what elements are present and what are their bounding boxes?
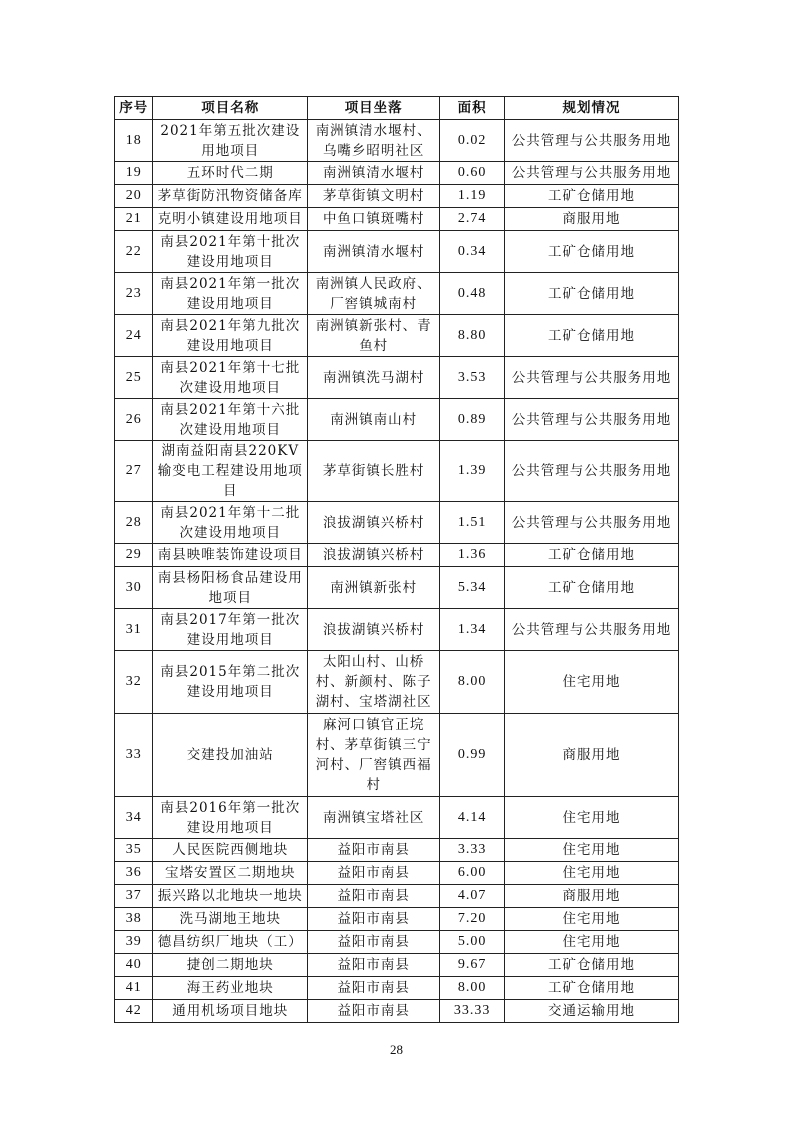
table-row [115,839,679,862]
cell-area: 8.00 [440,977,505,1000]
cell-no: 33 [115,714,153,797]
table-row [115,185,679,208]
table-row [115,502,679,544]
page-number: 28 [390,1042,403,1057]
cell-location: 益阳市南县 [308,1000,440,1023]
cell-no: 20 [115,185,153,208]
cell-location: 麻河口镇官正垸村、茅草街镇三宁河村、厂窖镇西福村 [308,714,440,797]
cell-area: 33.33 [440,1000,505,1023]
table-row [115,954,679,977]
table-row [115,714,679,797]
table-row [115,977,679,1000]
cell-area: 3.33 [440,839,505,862]
cell-name: 克明小镇建设用地项目 [153,208,308,231]
cell-area: 9.67 [440,954,505,977]
table-row [115,862,679,885]
cell-location: 南洲镇南山村 [308,399,440,441]
table-row [115,162,679,185]
cell-location: 南洲镇清水堰村 [308,162,440,185]
cell-no: 26 [115,399,153,441]
cell-plan: 商服用地 [504,885,678,908]
cell-no: 30 [115,567,153,609]
cell-no: 35 [115,839,153,862]
cell-area: 2.74 [440,208,505,231]
cell-location: 益阳市南县 [308,931,440,954]
cell-name: 茅草街防汛物资储备库 [153,185,308,208]
cell-name: 宝塔安置区二期地块 [153,862,308,885]
cell-no: 41 [115,977,153,1000]
table-row [115,357,679,399]
cell-no: 38 [115,908,153,931]
table-row [115,931,679,954]
cell-plan: 住宅用地 [504,839,678,862]
cell-area: 0.34 [440,231,505,273]
cell-plan: 工矿仓储用地 [504,231,678,273]
cell-no: 32 [115,651,153,714]
cell-area: 0.48 [440,273,505,315]
table-row [115,441,679,502]
cell-name: 洗马湖地王地块 [153,908,308,931]
cell-area: 4.07 [440,885,505,908]
cell-no: 27 [115,441,153,502]
cell-location: 南洲镇宝塔社区 [308,797,440,839]
cell-no: 39 [115,931,153,954]
cell-plan: 公共管理与公共服务用地 [504,120,678,162]
cell-name: 五环时代二期 [153,162,308,185]
cell-no: 31 [115,609,153,651]
cell-area: 1.19 [440,185,505,208]
cell-location: 南洲镇清水堰村 [308,231,440,273]
cell-plan: 商服用地 [504,208,678,231]
table-row [115,120,679,162]
cell-area: 5.34 [440,567,505,609]
cell-location: 益阳市南县 [308,839,440,862]
cell-name: 南县杨阳杨食品建设用地项目 [153,567,308,609]
header-no: 序号 [115,97,153,120]
cell-plan: 工矿仓储用地 [504,954,678,977]
cell-name: 2021年第五批次建设用地项目 [153,120,308,162]
table-row [115,651,679,714]
cell-name: 南县2021年第十七批次建设用地项目 [153,357,308,399]
cell-area: 1.51 [440,502,505,544]
table-row [115,208,679,231]
land-use-table [114,96,679,1023]
cell-location: 茅草街镇长胜村 [308,441,440,502]
cell-no: 40 [115,954,153,977]
cell-no: 29 [115,544,153,567]
cell-no: 28 [115,502,153,544]
table-row [115,609,679,651]
cell-no: 23 [115,273,153,315]
cell-plan: 公共管理与公共服务用地 [504,399,678,441]
cell-no: 37 [115,885,153,908]
cell-plan: 公共管理与公共服务用地 [504,609,678,651]
cell-area: 5.00 [440,931,505,954]
cell-plan: 公共管理与公共服务用地 [504,441,678,502]
cell-no: 24 [115,315,153,357]
cell-location: 浪拔湖镇兴桥村 [308,544,440,567]
cell-name: 南县2016年第一批次建设用地项目 [153,797,308,839]
header-plan: 规划情况 [504,97,678,120]
cell-name: 南县2021年第十批次建设用地项目 [153,231,308,273]
table-row [115,1000,679,1023]
header-location: 项目坐落 [308,97,440,120]
table-row [115,908,679,931]
cell-no: 25 [115,357,153,399]
cell-location: 中鱼口镇斑嘴村 [308,208,440,231]
cell-name: 南县2021年第十六批次建设用地项目 [153,399,308,441]
cell-plan: 公共管理与公共服务用地 [504,162,678,185]
cell-plan: 工矿仓储用地 [504,567,678,609]
cell-area: 1.36 [440,544,505,567]
header-area: 面积 [440,97,505,120]
cell-name: 通用机场项目地块 [153,1000,308,1023]
cell-no: 21 [115,208,153,231]
table-row [115,399,679,441]
cell-location: 茅草街镇文明村 [308,185,440,208]
cell-name: 人民医院西侧地块 [153,839,308,862]
cell-area: 1.39 [440,441,505,502]
cell-area: 7.20 [440,908,505,931]
cell-location: 南洲镇新张村 [308,567,440,609]
cell-name: 交建投加油站 [153,714,308,797]
cell-location: 益阳市南县 [308,954,440,977]
cell-no: 42 [115,1000,153,1023]
table-body [115,120,679,1023]
cell-plan: 工矿仓储用地 [504,273,678,315]
cell-location: 浪拔湖镇兴桥村 [308,609,440,651]
cell-location: 益阳市南县 [308,908,440,931]
cell-name: 湖南益阳南县220KV输变电工程建设用地项目 [153,441,308,502]
cell-plan: 住宅用地 [504,908,678,931]
cell-name: 振兴路以北地块一地块 [153,885,308,908]
cell-plan: 交通运输用地 [504,1000,678,1023]
cell-area: 0.89 [440,399,505,441]
table-row [115,315,679,357]
cell-area: 0.02 [440,120,505,162]
cell-name: 捷创二期地块 [153,954,308,977]
table-row [115,544,679,567]
cell-location: 南洲镇清水堰村、乌嘴乡昭明社区 [308,120,440,162]
cell-plan: 住宅用地 [504,862,678,885]
cell-area: 1.34 [440,609,505,651]
header-name: 项目名称 [153,97,308,120]
cell-location: 南洲镇人民政府、厂窖镇城南村 [308,273,440,315]
cell-plan: 工矿仓储用地 [504,185,678,208]
cell-location: 益阳市南县 [308,885,440,908]
cell-area: 8.00 [440,651,505,714]
cell-location: 浪拔湖镇兴桥村 [308,502,440,544]
table-row [115,885,679,908]
table-header-row [115,97,679,120]
cell-area: 4.14 [440,797,505,839]
table-row [115,797,679,839]
cell-plan: 住宅用地 [504,797,678,839]
cell-location: 益阳市南县 [308,977,440,1000]
cell-location: 南洲镇新张村、青鱼村 [308,315,440,357]
cell-plan: 公共管理与公共服务用地 [504,502,678,544]
cell-plan: 公共管理与公共服务用地 [504,357,678,399]
table-row [115,567,679,609]
cell-no: 19 [115,162,153,185]
cell-plan: 住宅用地 [504,931,678,954]
cell-no: 36 [115,862,153,885]
cell-name: 南县2021年第十二批次建设用地项目 [153,502,308,544]
cell-name: 南县2015年第二批次建设用地项目 [153,651,308,714]
table-row [115,273,679,315]
cell-location: 南洲镇洗马湖村 [308,357,440,399]
cell-name: 德昌纺织厂地块（工） [153,931,308,954]
cell-area: 0.99 [440,714,505,797]
cell-name: 南县2021年第一批次建设用地项目 [153,273,308,315]
cell-plan: 工矿仓储用地 [504,977,678,1000]
cell-area: 3.53 [440,357,505,399]
table-row [115,231,679,273]
cell-name: 南县映唯装饰建设项目 [153,544,308,567]
cell-plan: 住宅用地 [504,651,678,714]
cell-no: 18 [115,120,153,162]
cell-plan: 工矿仓储用地 [504,544,678,567]
cell-name: 海王药业地块 [153,977,308,1000]
cell-area: 8.80 [440,315,505,357]
cell-location: 益阳市南县 [308,862,440,885]
cell-plan: 商服用地 [504,714,678,797]
cell-location: 太阳山村、山桥村、新颜村、陈子湖村、宝塔湖社区 [308,651,440,714]
cell-name: 南县2021年第九批次建设用地项目 [153,315,308,357]
cell-no: 22 [115,231,153,273]
cell-no: 34 [115,797,153,839]
cell-plan: 工矿仓储用地 [504,315,678,357]
cell-area: 0.60 [440,162,505,185]
cell-area: 6.00 [440,862,505,885]
cell-name: 南县2017年第一批次建设用地项目 [153,609,308,651]
